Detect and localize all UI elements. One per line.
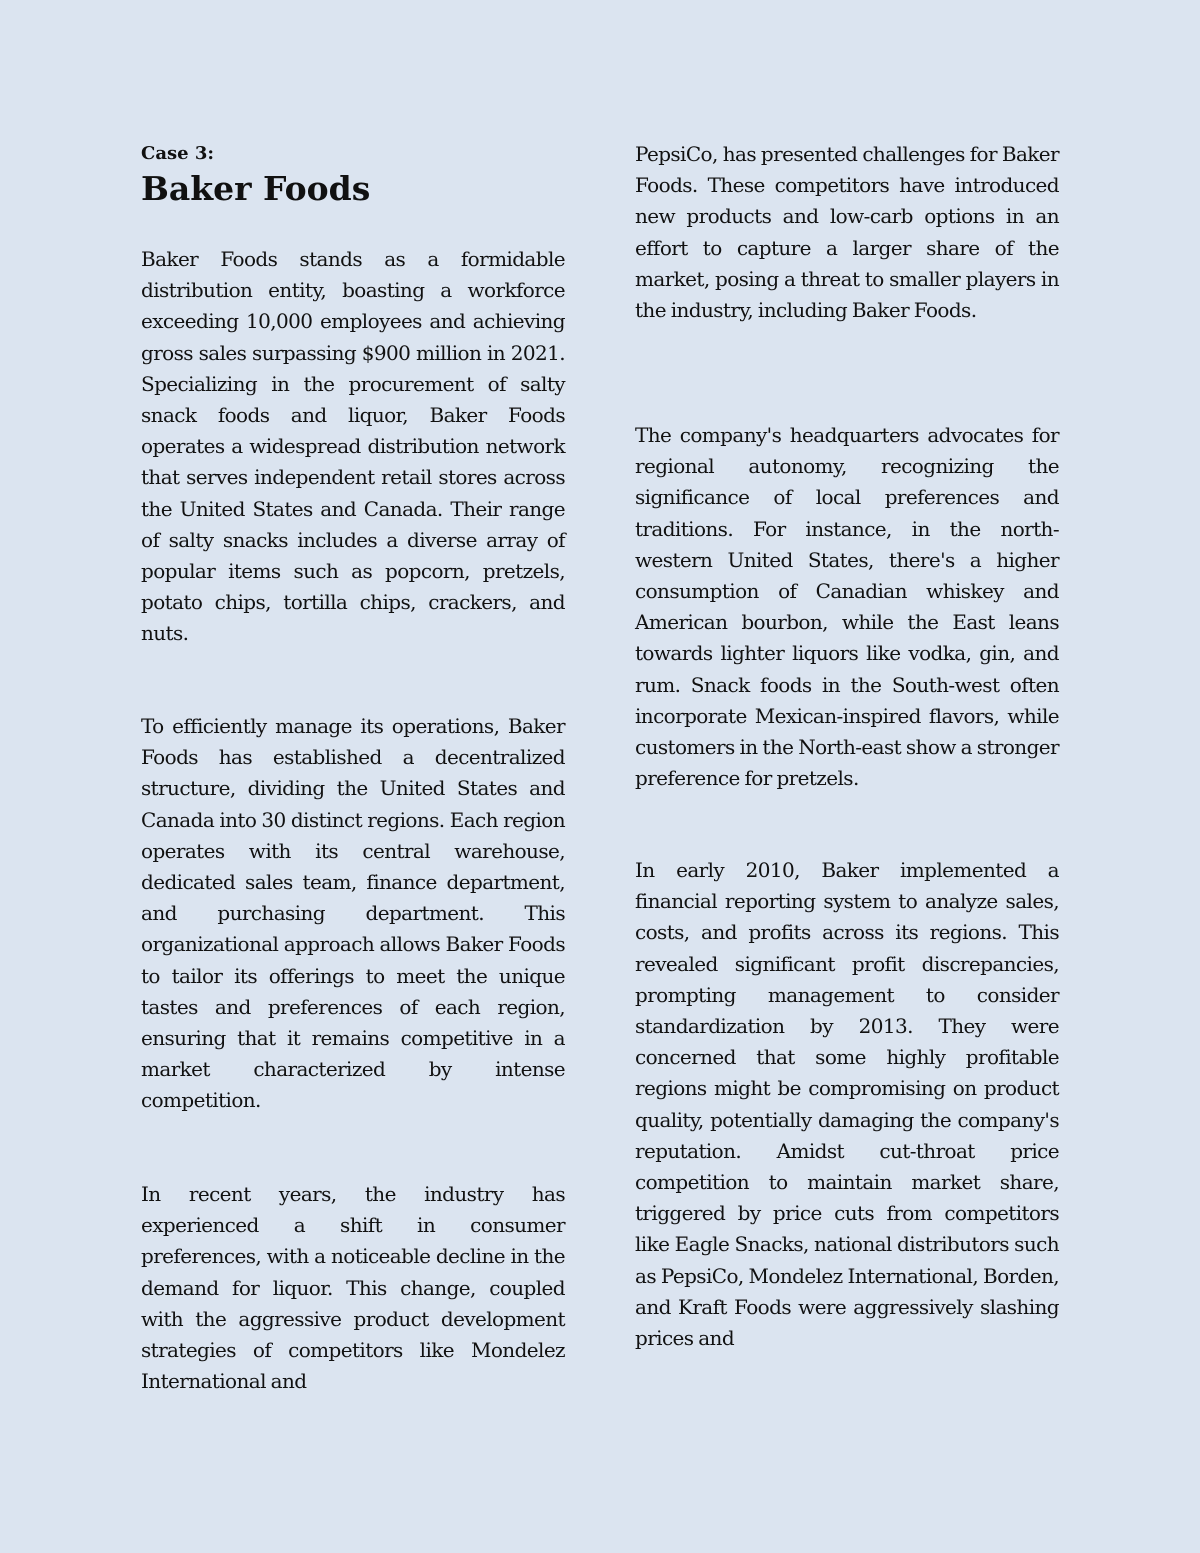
case-label: Case 3: (141, 143, 215, 164)
case-title: Baker Foods (141, 169, 371, 208)
paragraph-company-overview: Baker Foods stands as a formidable distribution entity, boasting a workforce exceeding 10,000 employees and achieving gross sales surpassing $900 million in 2021. Specializing in the procurement of salty snack foods and liquor, Baker Foods operates a widespread distribution network that serves independent retail stores across the United States and Canada. Their range of salty snacks includes a diverse array of popular items such as popcorn, pretzels, potato chips, tortilla chips, crackers, and nuts. (141, 247, 565, 646)
paragraph-decentralized-structure: To efficiently manage its operations, Baker Foods has established a decentralized structure, dividing the United States and Canada into 30 distinct regions. Each region operates with its central warehouse, dedicated sales team, finance department, and purchasing department. This organizational approach allows Baker Foods to tailor its offerings to meet the unique tastes and preferences of each region, ensuring that it remains competitive in a market characterized by intense competition. (141, 714, 565, 1113)
paragraph-financial-reporting: In early 2010, Baker implemented a financial reporting system to analyze sales, costs, and profits across its regions. This revealed significant profit discrepancies, prompting management to consider standardization by 2013. They were concerned that some highly profitable regions might be compromising on product quality, potentially damaging the company's reputation. Amidst cut-throat price competition to maintain market share, triggered by price cuts from competitors like Eagle Snacks, national distributors such as PepsiCo, Mondelez International, Borden, and Kraft Foods were aggressively slashing prices and (635, 858, 1059, 1351)
paragraph-competitor-challenges: PepsiCo, has presented challenges for Baker Foods. These competitors have introduced new products and low-carb options in an effort to capture a larger share of the market, posing a threat to smaller players in the industry, including Baker Foods. (635, 142, 1059, 323)
paragraph-regional-autonomy: The company's headquarters advocates for regional autonomy, recognizing the significance of local preferences and traditions. For instance, in the north-western United States, there's a higher consumption of Canadian whiskey and American bourbon, while the East leans towards lighter liquors like vodka, gin, and rum. Snack foods in the South-west often incorporate Mexican-inspired flavors, while customers in the North-east show a stronger preference for pretzels. (635, 423, 1059, 791)
paragraph-industry-shift: In recent years, the industry has experienced a shift in consumer preferences, with a noticeable decline in the demand for liquor. This change, coupled with the aggressive product development strategies of competitors like Mondelez International and (141, 1182, 565, 1394)
